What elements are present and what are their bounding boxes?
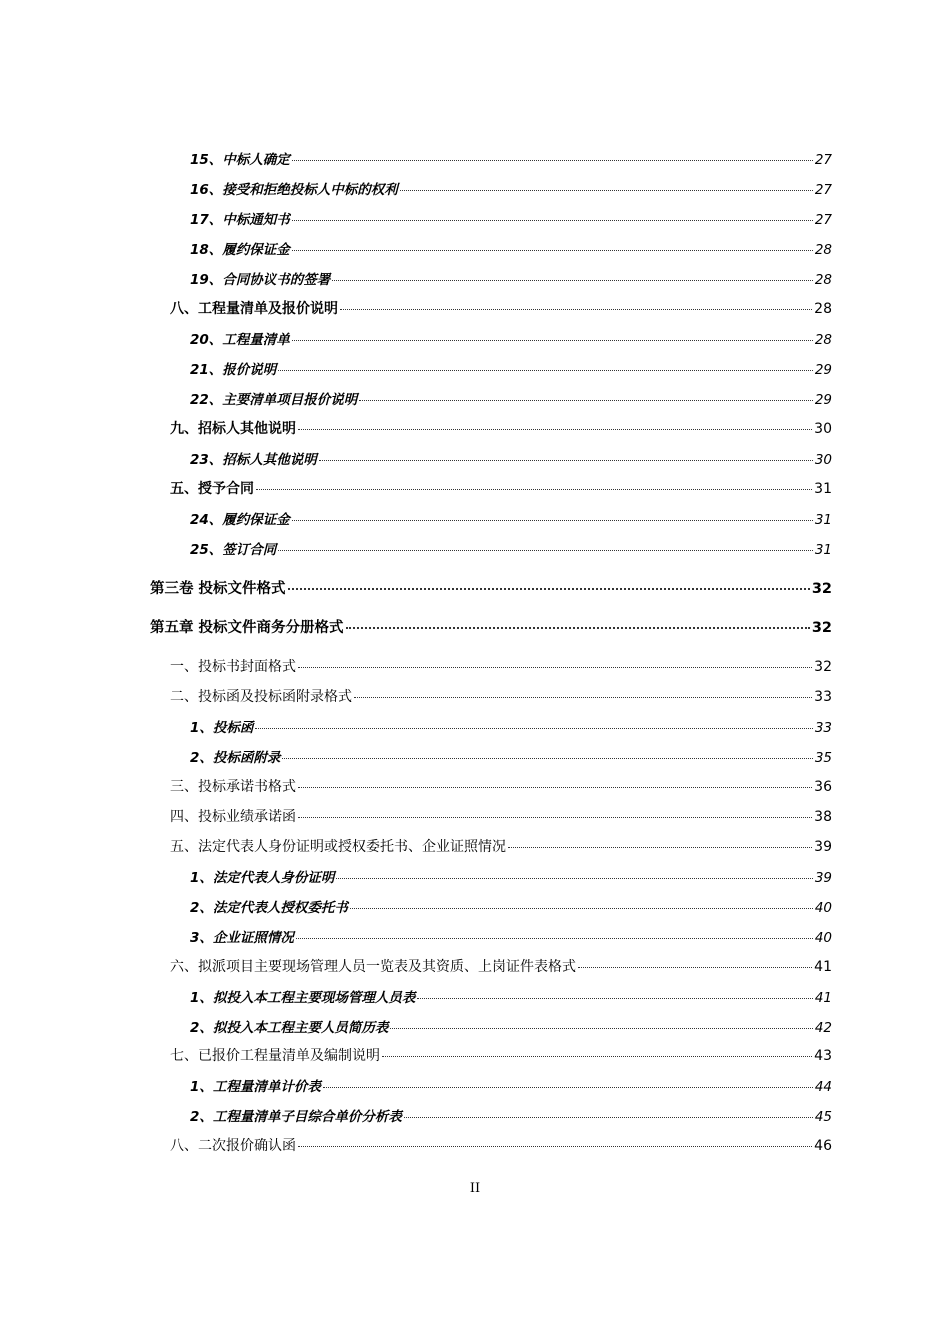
- toc-entry[interactable]: [190, 746, 832, 766]
- toc-entry[interactable]: [170, 956, 832, 976]
- toc-entry-label: 一、投标书封面格式: [170, 659, 296, 675]
- dot-leader: [390, 1028, 812, 1029]
- dot-leader: [292, 160, 813, 161]
- dot-leader: [298, 1146, 812, 1147]
- toc-entry-page: 27: [814, 182, 832, 198]
- dot-leader: [346, 627, 810, 629]
- toc-entry[interactable]: [190, 1075, 832, 1095]
- toc-entry[interactable]: [190, 358, 832, 378]
- toc-entry-page: 43: [814, 1048, 832, 1064]
- dot-leader: [382, 1056, 812, 1057]
- toc-entry-label: 第五章 投标文件商务分册格式: [150, 620, 344, 636]
- toc-entry-page: 33: [814, 720, 832, 736]
- toc-entry-label: 五、授予合同: [170, 481, 254, 497]
- toc-entry-label: 23、招标人其他说明: [190, 452, 317, 468]
- dot-leader: [292, 520, 813, 521]
- toc-entry-page: 44: [814, 1079, 832, 1095]
- toc-entry-label: 2、法定代表人授权委托书: [190, 900, 348, 916]
- dot-leader: [354, 697, 812, 698]
- toc-entry[interactable]: [190, 716, 832, 736]
- toc-entry[interactable]: [190, 178, 832, 198]
- toc-entry[interactable]: [170, 478, 832, 498]
- toc-entry-page: 31: [814, 542, 832, 558]
- toc-entry-page: 38: [814, 809, 832, 825]
- dot-leader: [340, 309, 812, 310]
- toc-entry[interactable]: [190, 1105, 832, 1125]
- toc-entry[interactable]: [150, 616, 832, 637]
- toc-entry-label: 六、拟派项目主要现场管理人员一览表及其资质、上岗证件表格式: [170, 959, 576, 975]
- dot-leader: [578, 967, 812, 968]
- dot-leader: [359, 400, 813, 401]
- dot-leader: [332, 280, 813, 281]
- toc-entry-label: 1、拟投入本工程主要现场管理人员表: [190, 990, 416, 1006]
- toc-entry[interactable]: [170, 806, 832, 826]
- toc-entry-page: 42: [814, 1020, 832, 1036]
- toc-entry-page: 28: [814, 301, 832, 317]
- toc-entry-label: 21、报价说明: [190, 362, 277, 378]
- toc-entry-label: 二、投标函及投标函附录格式: [170, 689, 352, 705]
- toc-entry-label: 17、中标通知书: [190, 212, 290, 228]
- toc-entry[interactable]: [190, 388, 832, 408]
- toc-entry-label: 15、中标人确定: [190, 152, 290, 168]
- toc-entry[interactable]: [170, 776, 832, 796]
- toc-entry-page: 32: [811, 581, 832, 597]
- toc-entry[interactable]: [170, 686, 832, 706]
- toc-entry[interactable]: [190, 986, 832, 1006]
- toc-entry[interactable]: [170, 1135, 832, 1155]
- toc-entry-label: 四、投标业绩承诺函: [170, 809, 296, 825]
- dot-leader: [417, 998, 812, 999]
- toc-entry-page: 29: [814, 392, 832, 408]
- toc-entry-label: 九、招标人其他说明: [170, 421, 296, 437]
- toc-entry-page: 46: [814, 1138, 832, 1154]
- dot-leader: [292, 340, 813, 341]
- toc-entry-page: 35: [814, 750, 832, 766]
- dot-leader: [319, 460, 813, 461]
- toc-entry[interactable]: [190, 208, 832, 228]
- dot-leader: [298, 667, 812, 668]
- toc-entry-page: 27: [814, 152, 832, 168]
- dot-leader: [296, 938, 813, 939]
- toc-entry-page: 39: [814, 839, 832, 855]
- toc-entry-label: 1、法定代表人身份证明: [190, 870, 335, 886]
- dot-leader: [288, 588, 810, 590]
- toc-entry-page: 31: [814, 481, 832, 497]
- footer-page-number: II: [469, 1181, 481, 1196]
- dot-leader: [336, 878, 812, 879]
- toc-entry-label: 16、接受和拒绝投标人中标的权利: [190, 182, 398, 198]
- toc-entry-label: 五、法定代表人身份证明或授权委托书、企业证照情况: [170, 839, 506, 855]
- dot-leader: [404, 1117, 813, 1118]
- toc-entry-label: 2、投标函附录: [190, 750, 281, 766]
- dot-leader: [292, 250, 813, 251]
- toc-entry-label: 1、投标函: [190, 720, 254, 736]
- toc-entry-page: 31: [814, 512, 832, 528]
- dot-leader: [278, 550, 813, 551]
- toc-entry[interactable]: [170, 418, 832, 438]
- toc-entry-label: 八、工程量清单及报价说明: [170, 301, 338, 317]
- toc-entry[interactable]: [190, 866, 832, 886]
- toc-entry-label: 1、工程量清单计价表: [190, 1079, 321, 1095]
- toc-entry-page: 27: [814, 212, 832, 228]
- dot-leader: [278, 370, 813, 371]
- toc-entry-page: 30: [814, 421, 832, 437]
- toc-entry-label: 25、签订合同: [190, 542, 277, 558]
- toc-entry-label: 22、主要清单项目报价说明: [190, 392, 358, 408]
- toc-entry[interactable]: [170, 1045, 832, 1065]
- dot-leader: [350, 908, 813, 909]
- dot-leader: [298, 787, 812, 788]
- toc-entry[interactable]: [190, 538, 832, 558]
- toc-entry[interactable]: [190, 896, 832, 916]
- toc-entry-page: 39: [814, 870, 832, 886]
- toc-entry-page: 45: [814, 1109, 832, 1125]
- toc-entry[interactable]: [190, 328, 832, 348]
- toc-entry-page: 28: [814, 272, 832, 288]
- dot-leader: [508, 847, 812, 848]
- toc-entry[interactable]: [190, 926, 832, 946]
- toc-entry-page: 28: [814, 242, 832, 258]
- toc-entry-page: 40: [814, 930, 832, 946]
- toc-entry-page: 36: [814, 779, 832, 795]
- toc-entry-page: 33: [814, 689, 832, 705]
- toc-entry-label: 七、已报价工程量清单及编制说明: [170, 1048, 380, 1064]
- toc-entry-label: 24、履约保证金: [190, 512, 290, 528]
- toc-entry-label: 18、履约保证金: [190, 242, 290, 258]
- dot-leader: [298, 429, 812, 430]
- toc-entry-label: 第三卷 投标文件格式: [150, 581, 286, 597]
- toc-entry[interactable]: [170, 836, 832, 856]
- toc-entry-label: 19、合同协议书的签署: [190, 272, 331, 288]
- toc-entry-page: 41: [814, 959, 832, 975]
- toc-entry-page: 29: [814, 362, 832, 378]
- toc-entry-page: 41: [814, 990, 832, 1006]
- toc-entry-label: 八、二次报价确认函: [170, 1138, 296, 1154]
- toc-entry[interactable]: [190, 508, 832, 528]
- toc-entry-label: 2、工程量清单子目综合单价分析表: [190, 1109, 402, 1125]
- dot-leader: [292, 220, 813, 221]
- toc-entry[interactable]: [170, 298, 832, 318]
- toc-entry[interactable]: [190, 148, 832, 168]
- toc-entry[interactable]: [150, 577, 832, 598]
- toc-entry[interactable]: [190, 268, 832, 288]
- toc-entry-page: 30: [814, 452, 832, 468]
- toc-entry-label: 20、工程量清单: [190, 332, 290, 348]
- toc-entry-label: 三、投标承诺书格式: [170, 779, 296, 795]
- dot-leader: [298, 817, 812, 818]
- toc-entry[interactable]: [170, 656, 832, 676]
- toc-entry[interactable]: [190, 448, 832, 468]
- toc-entry-label: 2、拟投入本工程主要人员简历表: [190, 1020, 389, 1036]
- dot-leader: [400, 190, 813, 191]
- toc-entry[interactable]: [190, 1016, 832, 1036]
- toc-entry-page: 40: [814, 900, 832, 916]
- dot-leader: [282, 758, 812, 759]
- toc-entry-page: 32: [814, 659, 832, 675]
- toc-entry-label: 3、企业证照情况: [190, 930, 294, 946]
- toc-entry[interactable]: [190, 238, 832, 258]
- dot-leader: [323, 1087, 813, 1088]
- dot-leader: [256, 489, 812, 490]
- dot-leader: [255, 728, 812, 729]
- toc-entry-page: 28: [814, 332, 832, 348]
- toc-entry-page: 32: [811, 620, 832, 636]
